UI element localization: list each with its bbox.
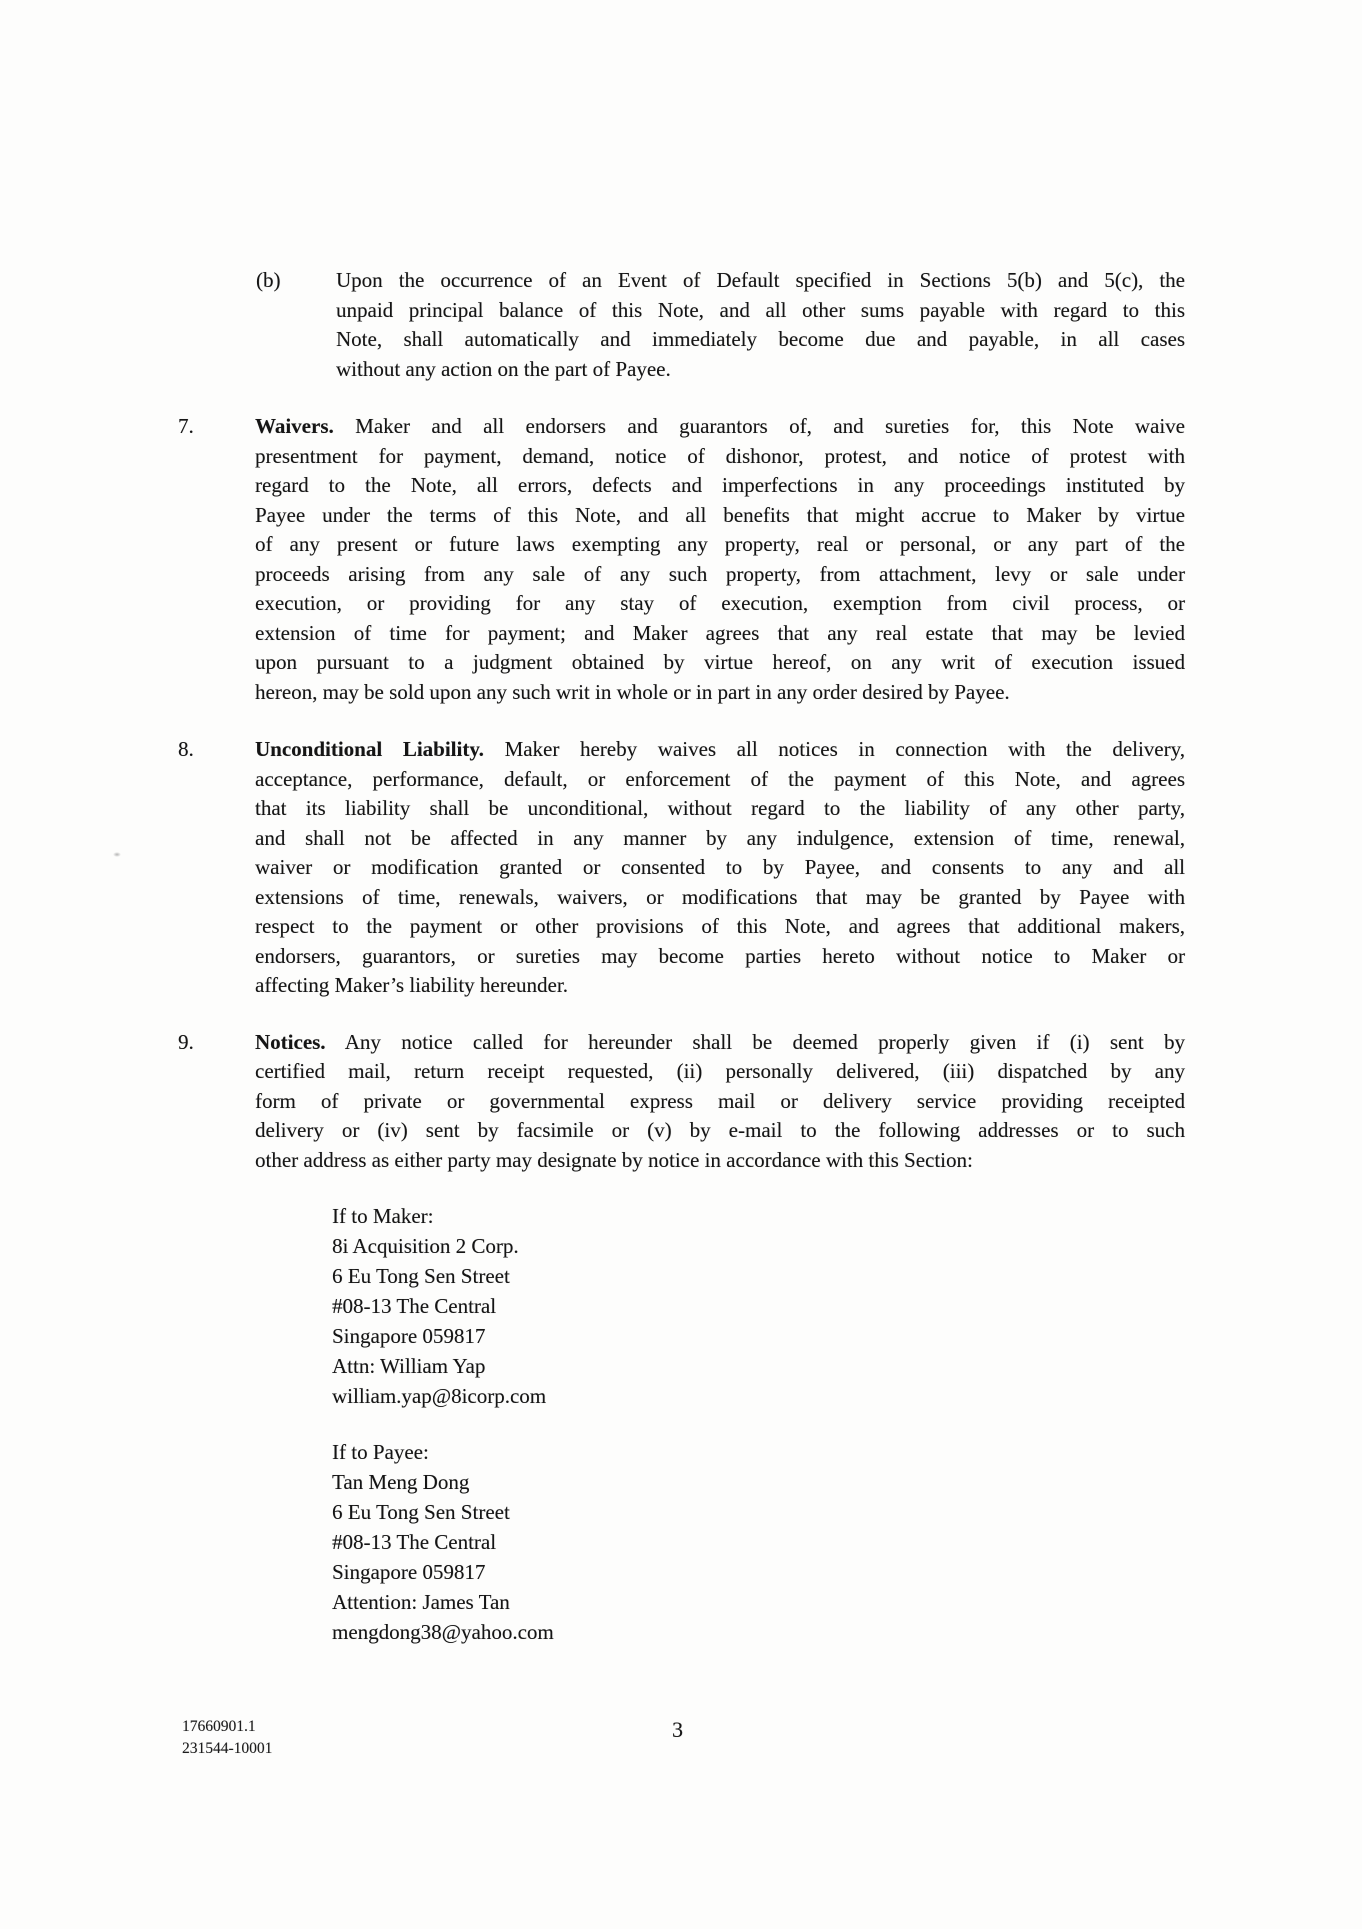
footer-doc-id [182,1716,272,1760]
address-payee-line: Attention: James Tan [332,1590,510,1614]
section-8-line: respect to the payment or other provisions of this Note, and agrees that additional makers, [255,914,1185,938]
section-8-line: that its liability shall be unconditional, without regard to the liability of any other party, [255,796,1185,820]
section-9-line-text: Any notice called for hereunder shall be deemed properly given if (i) sent by [344,1029,1185,1054]
section-7-number: 7. [178,414,194,438]
section-9-line: other address as either party may designate by notice in accordance with this Section: [255,1147,973,1172]
address-maker-line: #08-13 The Central [332,1294,497,1318]
address-maker-line: If to Maker: [332,1204,434,1228]
address-payee-line: 6 Eu Tong Sen Street [332,1500,510,1524]
section-8-heading: Unconditional Liability. [255,737,484,761]
clause-b-line: without any action on the part of Payee. [336,356,671,381]
section-9-text [255,1028,1185,1176]
clause-b [256,266,1185,384]
section-8-line: affecting Maker’s liability hereunder. [255,973,568,997]
section-8-line: waiver or modification granted or consented to by Payee, and consents to any and all [255,855,1185,879]
clause-b-line: Upon the occurrence of an Event of Default specified in Sections 5(b) and 5(c), the [336,268,1185,292]
address-maker-line: Singapore 059817 [332,1324,486,1348]
section-7-line: Payee under the terms of this Note, and all benefits that might accrue to Maker by virtue [255,502,1185,527]
section-7-line: proceeds arising from any sale of any such property, from attachment, levy or sale under [255,561,1185,586]
clause-b-text [336,266,1185,384]
section-7-line: extension of time for payment; and Maker agrees that any real estate that may be levied [255,620,1185,645]
footer-doc-id-line2: 231544-10001 [182,1740,273,1757]
section-8-line: acceptance, performance, default, or enforcement of the payment of this Note, and agrees [255,766,1185,791]
address-maker-line: 8i Acquisition 2 Corp. [332,1234,519,1258]
section-7-line-text: Maker and all endorsers and guarantors of, and sureties for, this Note waive [355,414,1185,438]
address-maker-line: Attn: William Yap [332,1354,486,1378]
clause-b-line: Note, shall automatically and immediately become due and payable, in all cases [336,327,1185,351]
section-8-number: 8. [178,737,194,761]
section-9-line [255,1028,1185,1058]
address-payee-email: mengdong38@yahoo.com [332,1620,554,1644]
section-9-line: form of private or governmental express mail or delivery service providing receipted [255,1088,1185,1113]
page-number: 3 [672,1717,683,1742]
address-maker-email: william.yap@8icorp.com [332,1384,547,1408]
section-9-number: 9. [178,1029,194,1054]
clause-b-label: (b) [256,268,281,292]
address-payee [332,1437,1185,1647]
section-8-line-text: Maker hereby waives all notices in connection with the delivery, [504,737,1186,761]
address-payee-line: Singapore 059817 [332,1560,486,1584]
document-content [178,266,1185,1647]
section-7-line [255,412,1185,442]
section-7-line: presentment for payment, demand, notice of dishonor, protest, and notice of protest with [255,443,1185,468]
section-8-line: and shall not be affected in any manner by any indulgence, extension of time, renewal, [255,825,1185,850]
section-8-line: endorsers, guarantors, or sureties may become parties hereto without notice to Maker or [255,943,1185,968]
address-maker [332,1201,1185,1411]
section-8-text [255,735,1185,1001]
section-7-line: regard to the Note, all errors, defects and imperfections in any proceedings instituted by [255,473,1185,497]
section-7-line: hereon, may be sold upon any such writ in whole or in part in any order desired by Payee. [255,679,1010,704]
address-payee-line: #08-13 The Central [332,1530,497,1554]
section-7-line: execution, or providing for any stay of execution, exemption from civil process, or [255,591,1185,615]
address-payee-line: If to Payee: [332,1440,429,1464]
address-payee-line: Tan Meng Dong [332,1470,470,1494]
section-7-line: upon pursuant to a judgment obtained by virtue hereof, on any writ of execution issued [255,650,1185,674]
clause-b-line: unpaid principal balance of this Note, and all other sums payable with regard to this [336,297,1185,322]
section-9-heading: Notices. [255,1029,326,1054]
section-8 [178,735,1185,1001]
section-7-text [255,412,1185,707]
scan-artifact [113,852,121,857]
section-9-line: delivery or (iv) sent by facsimile or (v) by e-mail to the following addresses or to such [255,1118,1185,1142]
section-7-line: of any present or future laws exempting any property, real or personal, or any part of the [255,532,1185,556]
footer-doc-id-line1: 17660901.1 [182,1718,256,1735]
section-9-line: certified mail, return receipt requested, (ii) personally delivered, (iii) dispatched by any [255,1059,1185,1083]
section-9 [178,1028,1185,1176]
section-8-line: extensions of time, renewals, waivers, or modifications that may be granted by Payee with [255,884,1185,909]
address-maker-line: 6 Eu Tong Sen Street [332,1264,510,1288]
section-7-heading: Waivers. [255,414,334,438]
section-8-line [255,735,1185,765]
section-7 [178,412,1185,707]
